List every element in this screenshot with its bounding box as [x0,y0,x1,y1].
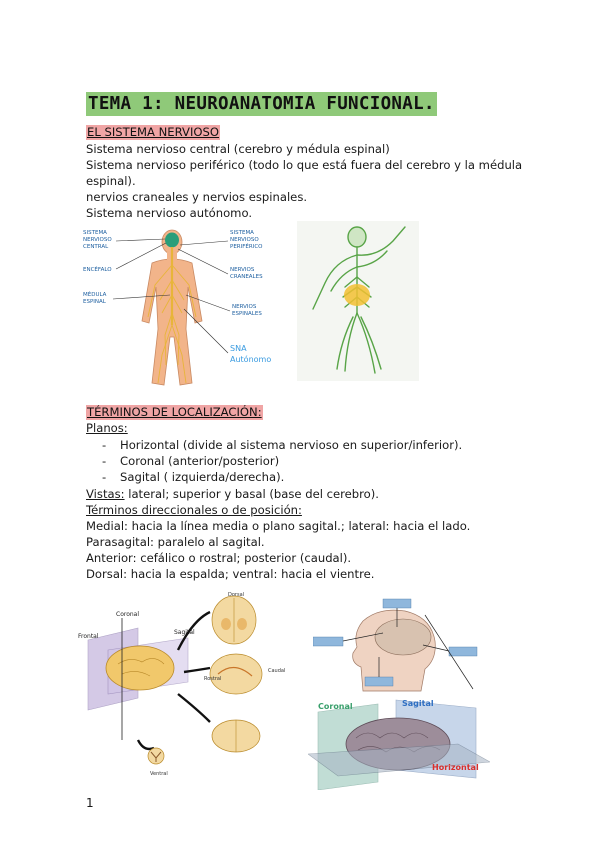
terminos-label: Términos direccionales o de posición: [86,503,302,517]
nervous-system-green-figure [297,221,419,381]
list-item: - Sagital ( izquierda/derecha). [102,470,285,484]
annotation-box [461,603,477,609]
three-planes-diagram [308,698,490,790]
planos-label: Planos: [86,421,128,435]
label-snp-line1: SISTEMA [230,230,254,236]
label-snp-line3: PERIFÉRICO [230,244,263,250]
text-line: Sistema nervioso autónomo. [86,206,253,220]
label-caudal: Caudal [268,668,286,674]
brain-section-horizontal [212,720,260,752]
label-frontal: Frontal [78,633,99,640]
text-line: Sistema nervioso central (cerebro y médula espinal) [86,142,390,156]
label-horizontal: Horizontal [432,763,479,772]
spinal-cord-section [148,748,164,764]
text-line: Medial: hacia la línea media o plano sagital.; lateral: hacia el lado. [86,519,471,533]
head-axes-diagram [313,597,478,692]
list-item: - Coronal (anterior/posterior) [102,454,280,468]
label-encefalo: ENCÉFALO [83,267,112,273]
label-sagital: Sagital [174,629,195,636]
label-dorsal: Dorsal [228,592,245,598]
brain-icon [165,233,179,248]
label-ventral: Ventral [150,771,168,777]
text-line: Sistema nervioso periférico (todo lo que está fuera del cerebro y la médula [86,158,523,172]
label-snp-line2: NERVIOSO [230,237,259,243]
nervous-system-diagram [80,225,290,390]
text-line: Dorsal: hacia la espalda; ventral: hacia el vientre. [86,567,375,581]
label-espinales-line1: NERVIOS [232,304,257,310]
label-craneales-line2: CRANEALES [230,274,263,280]
vistas-line: Vistas: lateral; superior y basal (base del cerebro). [86,487,379,501]
brain-section-sagittal [210,654,262,694]
page-title: TEMA 1: NEUROANATOMIA FUNCIONAL. [88,94,435,114]
label-snc-line3: CENTRAL [83,244,109,250]
section-heading-sistema-nervioso: EL SISTEMA NERVIOSO [87,125,220,139]
section-heading-terminos: TÉRMINOS DE LOCALIZACIÓN: [87,405,262,419]
brain-planes-diagram [78,590,308,780]
text-line: Parasagital: paralelo al sagital. [86,535,265,549]
label-snc-line1: SISTEMA [83,230,107,236]
label-sna-line2: Autónomo [230,355,272,364]
label-coronal: Coronal [116,611,140,618]
label-sna-line1: SNA [230,344,247,353]
brain-icon [375,619,431,655]
text-line: nervios craneales y nervios espinales. [86,190,308,204]
brain-section-coronal [212,596,256,644]
label-rostral: Rostral [204,676,222,682]
label-medula-line2: ESPINAL [83,299,106,305]
label-espinales-line2: ESPINALES [232,311,262,317]
label-craneales-line1: NERVIOS [230,267,255,273]
text-line: espinal). [86,174,136,188]
label-medula-line1: MÉDULA [83,292,107,298]
label-coronal: Coronal [318,702,353,711]
brain-icon [106,646,174,690]
page-number: 1 [86,796,94,810]
pelvis-icon [344,284,370,306]
label-snc-line2: NERVIOSO [83,237,112,243]
list-item: - Horizontal (divide al sistema nervioso en superior/inferior). [102,438,463,452]
text-line: Anterior: cefálico o rostral; posterior (caudal). [86,551,352,565]
label-sagital: Sagital [402,699,434,708]
